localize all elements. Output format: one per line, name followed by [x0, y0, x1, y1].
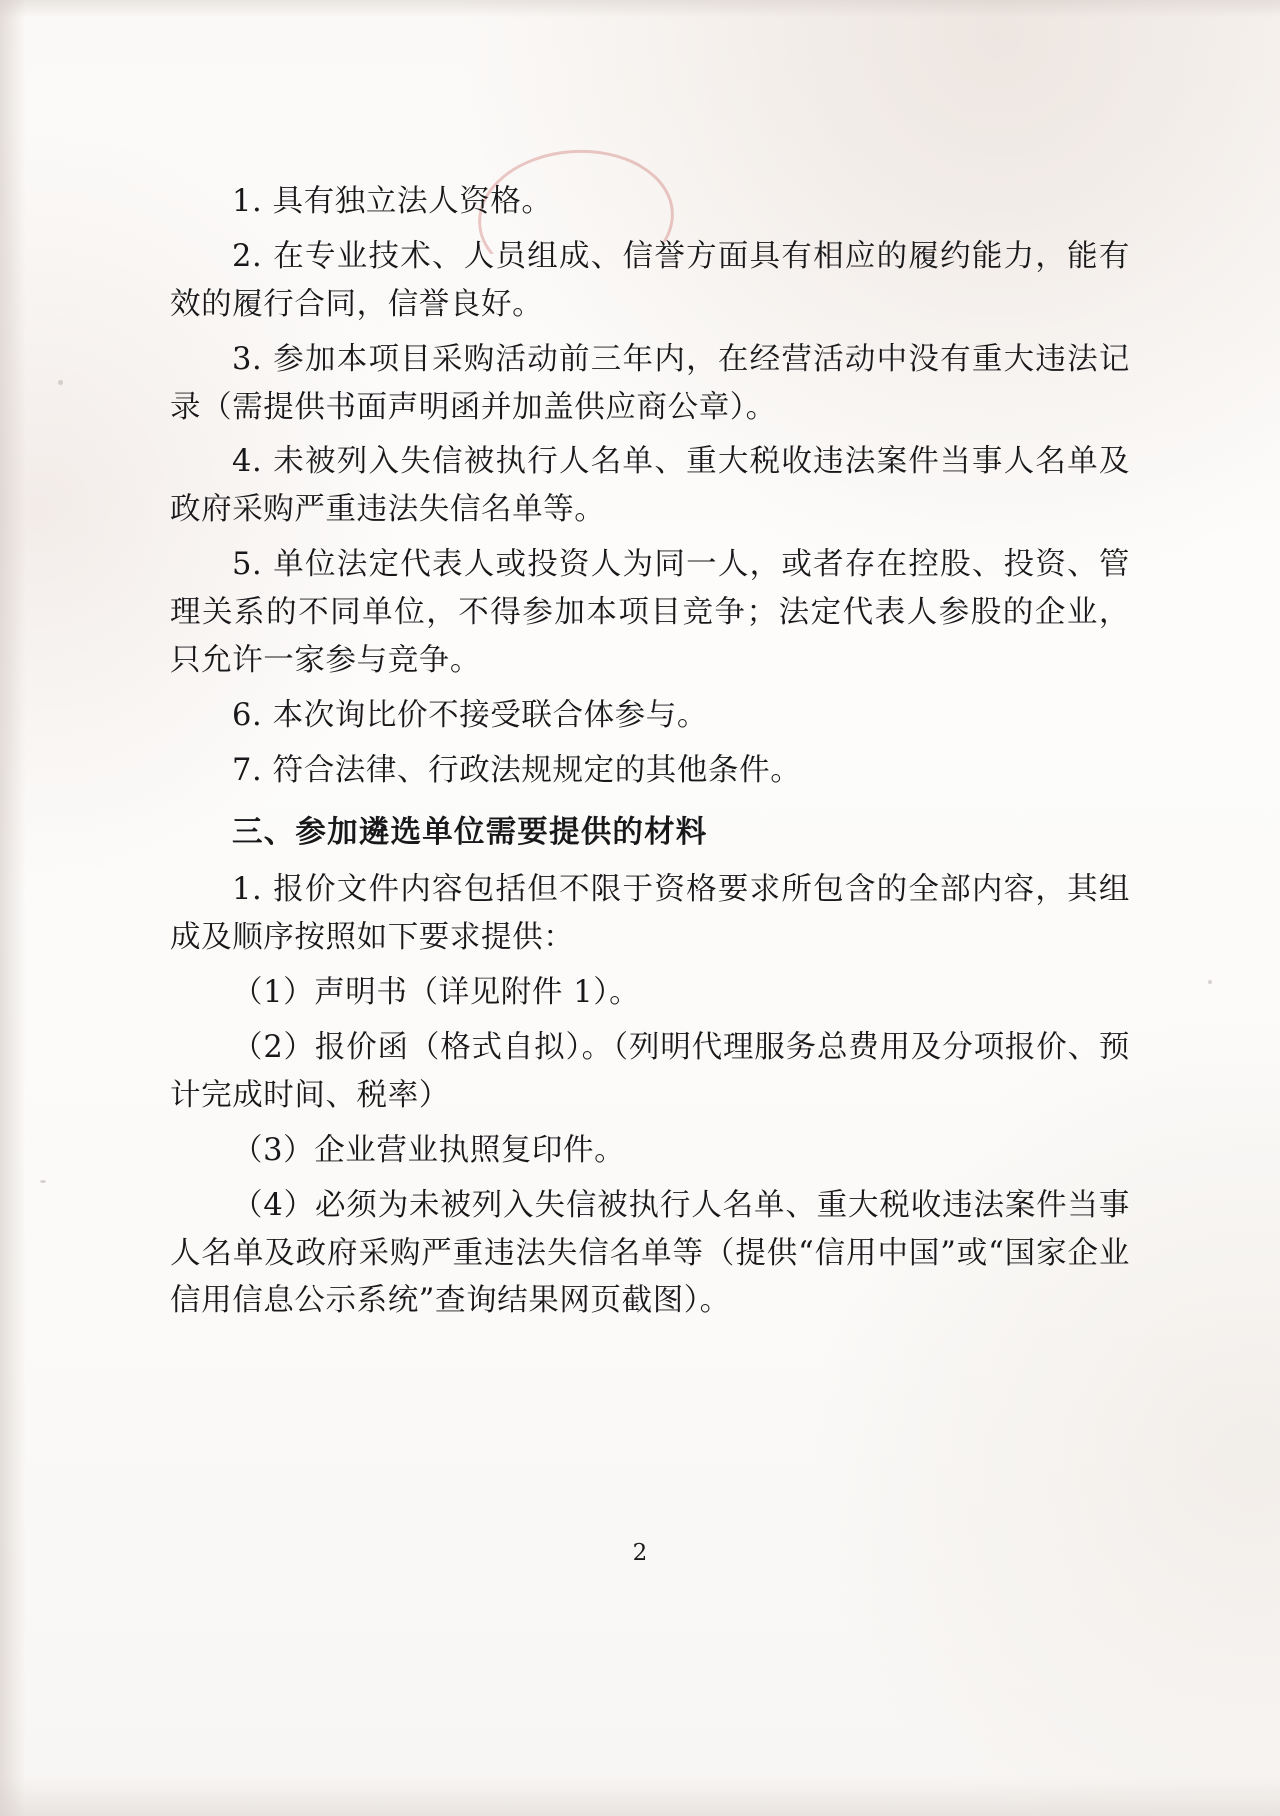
scan-speck — [1208, 980, 1212, 984]
list-item: （1）声明书（详见附件 1）。 — [232, 975, 641, 1011]
list-item: （2）报价函（格式自拟）。（列明代理服务总费用及分项报价、预计完成时间、税率） — [170, 1030, 1130, 1113]
list-item: （3）企业营业执照复印件。 — [232, 1132, 626, 1168]
list-item: 1. 报价文件内容包括但不限于资格要求所包含的全部内容，其组成及顺序按照如下要求提供： — [170, 872, 1130, 956]
list-item: （4）必须为未被列入失信被执行人名单、重大税收违法案件当事人名单及政府采购严重违法失信名单等（提供“信用中国”或“国家企业信用信息公示系统”查询结果网页截图）。 — [170, 1187, 1130, 1319]
scan-speck — [40, 1180, 46, 1183]
list-item: 4. 未被列入失信被执行人名单、重大税收违法案件当事人名单及政府采购严重违法失信名单等。 — [170, 444, 1130, 528]
list-item: 5. 单位法定代表人或投资人为同一人，或者存在控股、投资、管理关系的不同单位，不得参加本项目竞争；法定代表人参股的企业，只允许一家参与竞争。 — [170, 547, 1130, 678]
list-item: 7. 符合法律、行政法规规定的其他条件。 — [232, 752, 802, 788]
scan-speck — [58, 380, 63, 385]
list-item: 3. 参加本项目采购活动前三年内，在经营活动中没有重大违法记录（需提供书面声明函并加盖供应商公章）。 — [170, 341, 1130, 425]
page-edge-shadow-top — [0, 0, 1280, 18]
list-item: 1. 具有独立法人资格。 — [232, 184, 553, 219]
list-item: 6. 本次询比价不接受联合体参与。 — [232, 697, 708, 733]
list-item: 2. 在专业技术、人员组成、信誉方面具有相应的履约能力，能有效的履行合同，信誉良好。 — [170, 238, 1130, 322]
document-body — [170, 178, 1130, 1332]
page-edge-shadow-bottom — [0, 1776, 1280, 1816]
page-number: 2 — [632, 1540, 648, 1566]
section-heading: 三、参加遴选单位需要提供的材料 — [232, 813, 708, 850]
